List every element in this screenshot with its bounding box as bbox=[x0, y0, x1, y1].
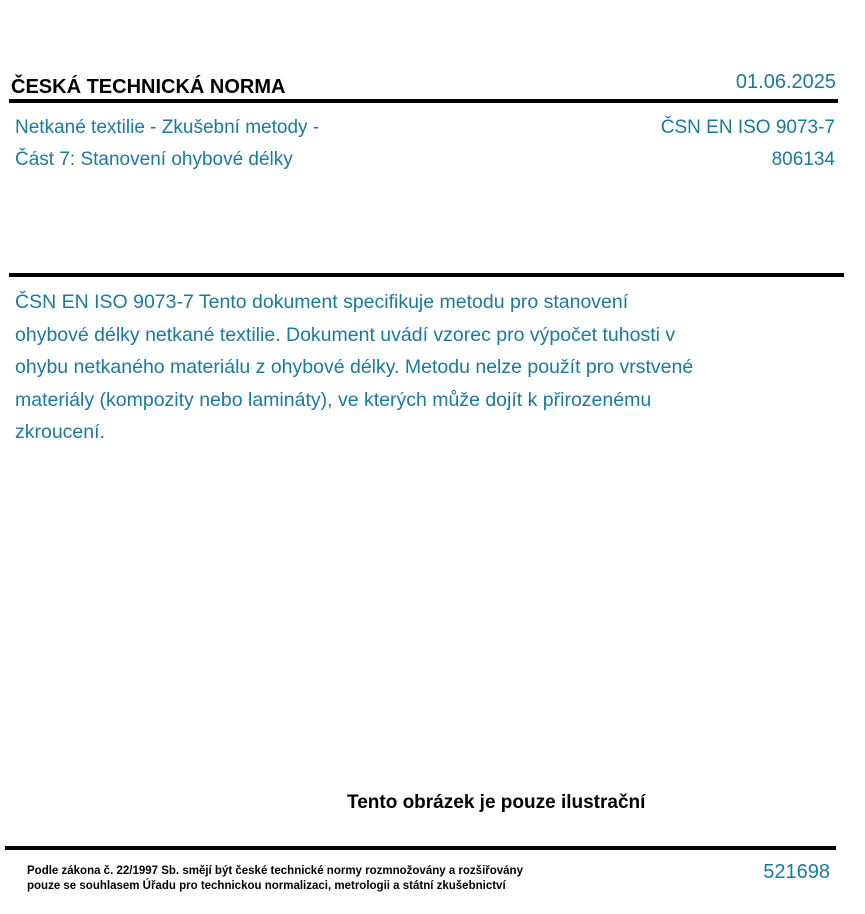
standard-designation: ČSN EN ISO 9073-7 bbox=[660, 117, 835, 138]
legal-notice-line1: Podle zákona č. 22/1997 Sb. smějí být české technické normy rozmnožovány a rozšiřovány bbox=[27, 865, 523, 877]
document-type-title: ČESKÁ TECHNICKÁ NORMA bbox=[11, 76, 286, 98]
catalog-number: 521698 bbox=[763, 861, 830, 883]
classification-number: 806134 bbox=[771, 149, 835, 170]
footer-divider bbox=[5, 846, 836, 850]
section-divider bbox=[9, 273, 844, 277]
publication-date: 01.06.2025 bbox=[735, 71, 836, 93]
illustrative-notice: Tento obrázek je pouze ilustrační bbox=[347, 792, 646, 813]
standard-title-line2: Část 7: Stanovení ohybové délky bbox=[15, 149, 293, 170]
standard-title-line1: Netkané textilie - Zkušební metody - bbox=[15, 117, 320, 138]
abstract-text: ČSN EN ISO 9073-7 Tento dokument specifikuje metodu pro stanovení ohybové délky netkané textilie. Dokument uvádí vzorec pro výpočet tuhosti v ohybu netkaného materiálu z ohybové délky. Metodu nelze použít pro vrstvené materiály (kompozity nebo lamináty), ve kterých může dojít k přirozenému zkroucení. bbox=[15, 291, 694, 443]
header-divider bbox=[9, 99, 838, 103]
legal-notice-line2: pouze se souhlasem Úřadu pro technickou normalizaci, metrologii a státní zkušebnictví bbox=[27, 880, 506, 892]
legal-notice bbox=[27, 864, 523, 894]
